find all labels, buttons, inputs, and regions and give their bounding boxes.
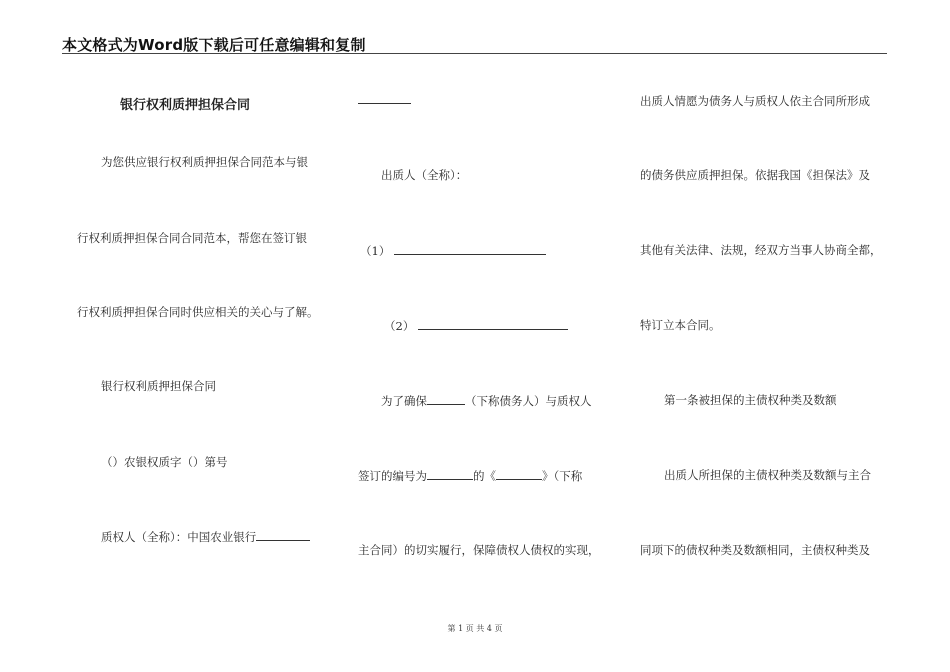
purpose-line-1 <box>381 393 592 408</box>
col3-line-1: 出质人情愿为债务人与质权人依主合同所形成 <box>640 94 870 108</box>
page-number: 第 1 页 共 4 页 <box>447 624 503 633</box>
col3-line-3: 其他有关法律、法规，经双方当事人协商全都， <box>640 243 882 257</box>
purpose-text-c: 签订的编号为 <box>358 469 427 483</box>
item-2-blank <box>418 318 568 330</box>
purpose-line-3: 主合同）的切实履行，保障债权人债权的实现， <box>358 543 600 557</box>
col3-line-4: 特订立本合同。 <box>640 318 721 332</box>
article-1-title: 第一条被担保的主债权种类及数额 <box>664 393 837 407</box>
purpose-text-b: （下称债务人）与质权人 <box>465 394 592 408</box>
intro-line-1: 为您供应银行权利质押担保合同范本与银 <box>101 155 308 169</box>
debtor-blank <box>427 393 465 405</box>
continuation-blank <box>358 92 411 104</box>
pledgor-item-1 <box>360 243 546 258</box>
contract-subtitle: 银行权利质押担保合同 <box>101 379 216 393</box>
document-banner: 本文格式为Word版下载后可任意编辑和复制 <box>62 36 366 54</box>
pledgee-blank <box>256 529 310 541</box>
item-1-blank <box>394 243 546 255</box>
item-2-label: （2） <box>384 319 415 333</box>
pledgee-label: 质权人（全称）：中国农业银行 <box>101 530 257 544</box>
article-1-line-1: 出质人所担保的主债权种类及数额与主合 <box>664 468 871 482</box>
purpose-text-a: 为了确保 <box>381 394 427 408</box>
document-title: 银行权利质押担保合同 <box>120 98 251 113</box>
col3-line-2: 的债务供应质押担保。依据我国《担保法》及 <box>640 168 870 182</box>
purpose-text-d: 的《 <box>473 469 496 483</box>
contract-number-line: （）农银权质字（）第号 <box>101 455 228 469</box>
article-1-line-2: 同项下的债权种类及数额相同，主债权种类及 <box>640 543 870 557</box>
item-1-label: （1） <box>360 244 391 258</box>
intro-line-2: 行权利质押担保合同合同范本，帮您在签订银 <box>77 231 307 245</box>
contract-name-blank <box>496 468 542 480</box>
continuation-line <box>358 92 411 107</box>
purpose-text-e: 》（下称 <box>542 469 583 483</box>
header-divider <box>62 53 887 54</box>
purpose-line-2 <box>358 468 582 483</box>
intro-line-3: 行权利质押担保合同时供应相关的关心与了解。 <box>77 305 319 319</box>
pledgor-item-2 <box>384 318 568 333</box>
pledgor-label: 出质人（全称）： <box>381 168 468 182</box>
pledgee-line <box>101 529 310 544</box>
contract-number-blank <box>427 468 473 480</box>
